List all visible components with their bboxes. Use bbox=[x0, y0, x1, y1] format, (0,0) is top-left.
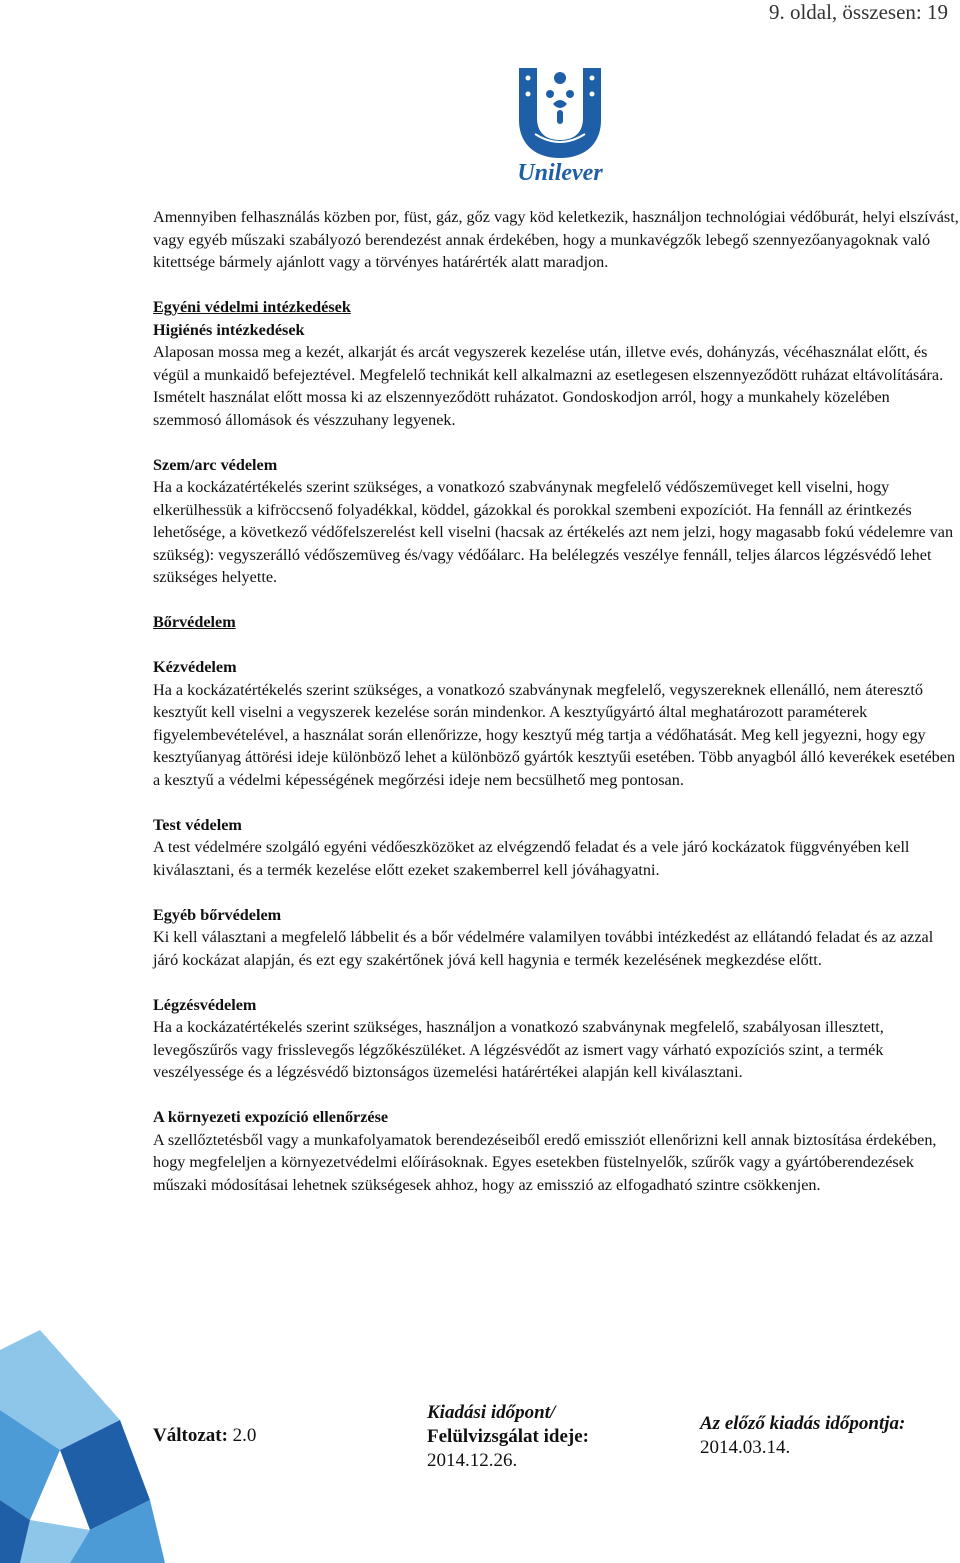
footer-version bbox=[153, 1424, 256, 1448]
hand-protection-heading: Kézvédelem bbox=[153, 658, 237, 676]
eye-protection-text: Ha a kockázatértékelés szerint szükséges, a vonatkozó szabványnak megfelelő védőszemüveget kell viselni, hogy elkerülhessük a kifröccsenő folyadékkal, köddel, gázokkal és porokkal szembeni expozíciót. Ha fennáll az érintkezés lehetősége, a következő védőfelszerelést kell viselni (hacsak az értékelés azt nem jelzi, hogy magasabb fokú védelemre van szükség): vegyszerálló védőszemüveg és/vagy védőálarc. Ha belélegzés veszélye fennáll, teljes álarcos légzésvédő lehet szükséges helyette. bbox=[153, 478, 954, 586]
previous-date-label: Az előző kiadás időpontja: bbox=[700, 1413, 906, 1434]
footer-issue-date bbox=[427, 1401, 589, 1473]
body-protection-text: A test védelmére szolgáló egyéni védőeszközöket az elvégzendő feladat és a vele járó kockázatok függvényében kell kiválasztani, és a termék kezelése előtt ezeket szakemberrel kell jóváhagyatni. bbox=[153, 838, 910, 879]
version-value: 2.0 bbox=[232, 1425, 257, 1446]
issue-date-label-2: Felülvizsgálat ideje: bbox=[427, 1426, 589, 1447]
respiratory-protection-text: Ha a kockázatértékelés szerint szükséges, használjon a vonatkozó szabványnak megfelelő, szabályosan illesztett, levegőszűrős vagy frisslevegős légzőkészüléket. A légzésvédőt az ismert vagy várható expozíciós szint, a termék veszélyessége és a légzésvédő biztonságos üzemelési határértékei alapján kell kiválasztani. bbox=[153, 1018, 884, 1081]
other-skin-protection-text: Ki kell választani a megfelelő lábbelit és a bőr védelmére valamilyen további intézkedést az ellátandó feladat és az azzal járó kockázat alapján, és ezt egy szakértőnek jóvá kell hagynia e termék kezelésének megkezdése előtt. bbox=[153, 928, 934, 969]
environmental-exposure-heading: A környezeti expozíció ellenőrzése bbox=[153, 1108, 389, 1126]
document-body bbox=[153, 206, 959, 1196]
respiratory-protection-heading: Légzésvédelem bbox=[153, 995, 257, 1014]
hand-protection-text: Ha a kockázatértékelés szerint szükséges, a vonatkozó szabványnak megfelelő, vegyszereknek ellenálló, nem áteresztő kesztyűt kell viselni a vegyszerek kezelése során mindenkor. A kesztyűgyártó által meghatározott paraméterek figyelembevételével, a használat során ellenőrizze, hogy kesztyű még tartja a védőhatását. Meg kell jegyezni, hogy egy kesztyűanyag áttörési ideje különböző lehet a különböző gyártók kesztyűi esetében. Több anyagból álló keverékek esetében a kesztyű a védelmi képességének megőrzési ideje nem becsülhető meg pontosan. bbox=[153, 680, 956, 789]
environmental-exposure-text: A szellőztetésből vagy a munkafolyamatok berendezéseiből eredő emissziót ellenőrizni kell annak biztosítása érdekében, hogy megfeleljen a környezetvédelmi előírásoknak. Egyes esetekben füstelnyelők, szűrők vagy a gyártóberendezések műszaki módosításai lehetnek szükségesek ahhoz, hogy az emisszió az elfogadható szintre csökkenjen. bbox=[153, 1130, 937, 1194]
issue-date-label-1: Kiadási időpont/ bbox=[427, 1402, 556, 1423]
hygiene-heading: Higiénés intézkedések bbox=[153, 320, 305, 339]
unilever-logo bbox=[505, 64, 615, 184]
footer-previous-date bbox=[700, 1412, 905, 1460]
issue-date-value: 2014.12.26. bbox=[427, 1450, 518, 1471]
intro-paragraph: Amennyiben felhasználás közben por, füst, gáz, gőz vagy köd keletkezik, használjon technológiai védőburát, helyi elszívást, vagy egyéb műszaki szabályozó berendezést annak érdekében, hogy a munkavégzők lebegő szennyezőanyagoknak való kitettsége bármely ajánlott vagy a törvényes határérték alatt maradjon. bbox=[153, 208, 959, 271]
skin-protection-heading: Bőrvédelem bbox=[153, 613, 236, 631]
hygiene-text: Alaposan mossa meg a kezét, alkarját és arcát vegyszerek kezelése után, illetve evés, dohányzás, vécéhasználat előtt, és végül a munkaidő befejeztével. Megfelelő technikát kell alkalmazni az esetlegesen elszennyeződött ruházat eltávolítására. Ismételt használat előtt mossa ki az elszennyeződött ruházatot. Gondoskodjon arról, hogy a munkahely közelében szemmosó állomások és vészzuhany legyenek. bbox=[153, 343, 944, 429]
logo-wordmark: Unilever bbox=[517, 160, 603, 184]
corner-decoration bbox=[0, 1330, 170, 1563]
previous-date-value: 2014.03.14. bbox=[700, 1437, 791, 1458]
eye-protection-heading: Szem/arc védelem bbox=[153, 455, 278, 474]
page-number: 9. oldal, összesen: 19 bbox=[768, 0, 948, 24]
personal-protection-heading: Egyéni védelmi intézkedések bbox=[153, 298, 351, 316]
body-protection-heading: Test védelem bbox=[153, 815, 242, 834]
other-skin-protection-heading: Egyéb bőrvédelem bbox=[153, 905, 282, 924]
version-label: Változat: bbox=[153, 1425, 228, 1446]
